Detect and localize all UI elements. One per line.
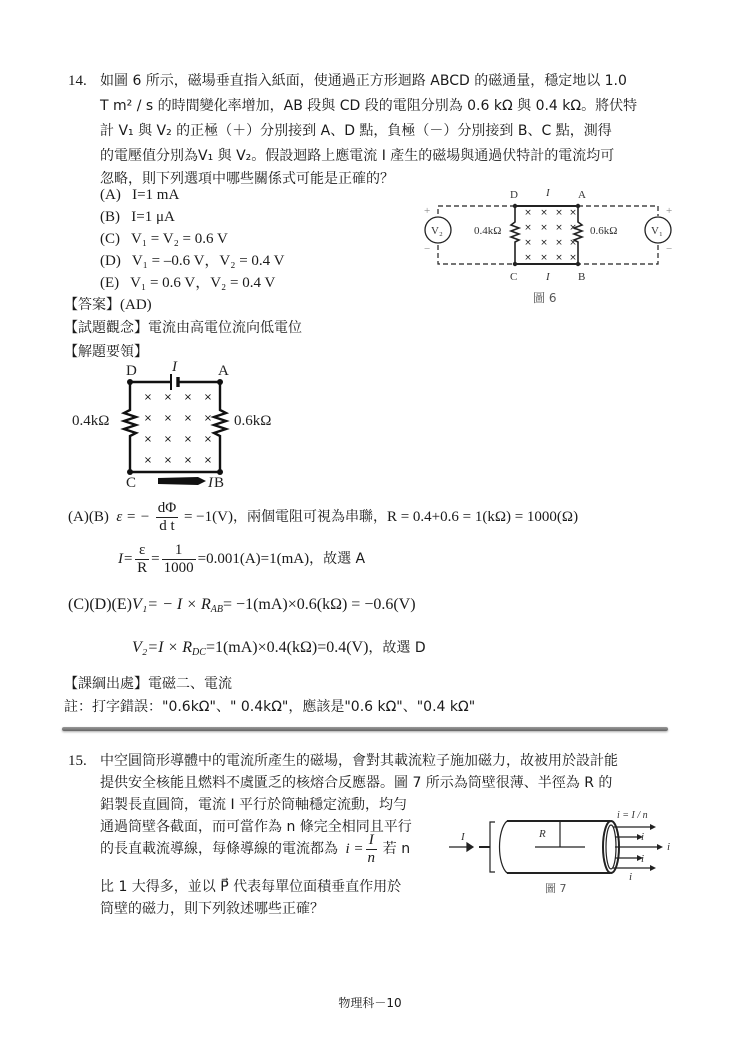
svg-text:×: ×: [183, 413, 193, 424]
svg-text:×: ×: [540, 223, 548, 233]
r-eq: R = 0.4+0.6 = 1(kΩ) = 1000(Ω): [386, 509, 579, 525]
svg-text:×: ×: [569, 208, 577, 218]
syllabus-tag: 【課綱出處】: [64, 676, 148, 692]
page-footer: 物理科－10: [338, 996, 402, 1010]
line5-suffix: 若 n: [382, 841, 411, 857]
answer-row: [64, 294, 152, 316]
option-label: (D): [100, 253, 121, 269]
emf-fraction: [156, 500, 178, 535]
svg-text:×: ×: [540, 238, 548, 248]
fig7-top-label: i = I / n: [617, 810, 648, 821]
fig6-r-left: 0.4kΩ: [474, 225, 502, 237]
option-d: [100, 250, 284, 272]
fig7-i4: i: [629, 871, 633, 883]
solution-ab-prefix: (A)(B): [68, 509, 109, 525]
svg-text:×: ×: [163, 434, 173, 445]
i-eq: =: [151, 551, 160, 567]
i-f2-den: 1000: [163, 560, 194, 577]
figure-6: [418, 182, 678, 307]
svg-text:×: ×: [524, 208, 532, 218]
svg-text:×: ×: [203, 392, 213, 403]
concept-text: 電流由高電位流向低電位: [148, 320, 302, 336]
sol-current-bottom: I: [208, 475, 213, 491]
sol-label-c: C: [126, 475, 137, 491]
fig6-plus-right: +: [666, 205, 673, 217]
fig6-plus-left: +: [424, 205, 431, 217]
figure-7: [445, 800, 680, 895]
fig7-i2: i: [667, 841, 671, 853]
i-f1-num: ε: [135, 542, 149, 560]
fig6-label-d: D: [510, 189, 518, 201]
option-text: V₁ = V₂ = 0.6 V: [130, 231, 228, 247]
fig6-current-bottom: I: [546, 271, 550, 283]
svg-text:×: ×: [569, 253, 577, 263]
svg-text:×: ×: [555, 238, 563, 248]
svg-text:×: ×: [524, 223, 532, 233]
v2-rhs: =1(mA)×0.4(kΩ)=0.4(V): [205, 639, 369, 656]
syllabus-row: [64, 673, 232, 695]
q15-stem-line: 中空圓筒形導體中的電流所產生的磁場，會對其載流粒子施加磁力，故被用於設計能: [100, 753, 618, 769]
option-b: [100, 206, 175, 228]
solution-current: [118, 542, 365, 577]
i-fraction-2: [162, 542, 196, 577]
line5-den: n: [367, 850, 376, 867]
v2-eq: V₂=I × R: [132, 639, 193, 656]
q15-stem-line5: [100, 832, 410, 867]
q15-stem-line: 通過筒壁各截面，而可當作為 n 條完全相同且平行: [100, 819, 412, 835]
cde-prefix: (C)(D)(E): [68, 596, 132, 613]
svg-text:×: ×: [555, 208, 563, 218]
emf-den: d t: [159, 518, 175, 535]
q15-stem-line: 提供安全核能且燃料不虞匱乏的核熔合反應器。圖 7 所示為筒壁很薄、半徑為 R 的: [100, 775, 613, 791]
solution-figure: [68, 360, 298, 492]
svg-text:×: ×: [163, 413, 173, 424]
note-text: 註：打字錯誤："0.6kΩ"、" 0.4kΩ"，應該是"0.6 kΩ"、"0.4 kΩ": [64, 699, 476, 715]
q14-stem-line: 如圖 6 所示，磁場垂直指入紙面，使通過正方形迴路 ABCD 的磁通量，穩定地以 1.0: [100, 73, 627, 89]
svg-text:×: ×: [203, 455, 213, 466]
concept-tag: 【試題觀念】: [64, 320, 148, 336]
svg-text:×: ×: [183, 392, 193, 403]
q15-number: 15.: [68, 753, 87, 769]
answer-value: (AD): [120, 297, 152, 313]
svg-text:×: ×: [569, 238, 577, 248]
fig7-i3: i: [641, 853, 645, 865]
option-label: (E): [100, 275, 120, 291]
option-label: (A): [100, 187, 121, 203]
svg-text:×: ×: [524, 253, 532, 263]
fig6-voltmeter-v1: V₁: [651, 225, 663, 237]
solution-v1: [68, 594, 416, 621]
v2-sub: DC: [192, 647, 206, 658]
line5-prefix: 的長直載流導線，每條導線的電流都為: [100, 841, 338, 857]
section-divider: [62, 727, 668, 731]
fig7-caption: 圖 7: [545, 882, 567, 895]
option-e: [100, 272, 275, 294]
svg-text:×: ×: [143, 434, 153, 445]
fig6-minus-right: −: [666, 243, 673, 255]
fig6-label-c: C: [510, 271, 518, 283]
q14-stem-line: 忽略，則下列選項中哪些關係式可能是正確的？: [100, 171, 394, 187]
option-label: (C): [100, 231, 120, 247]
svg-text:×: ×: [569, 223, 577, 233]
svg-text:×: ×: [163, 455, 173, 466]
svg-text:×: ×: [183, 455, 193, 466]
sol-label-a: A: [218, 363, 229, 379]
syllabus-text: 電磁二、電流: [148, 676, 232, 692]
sol-current-top: I: [172, 360, 177, 375]
q15-stem-line6: 比 1 大得多，並以 P⃗ 代表每單位面積垂直作用於: [100, 879, 402, 895]
sol-label-d: D: [126, 363, 137, 379]
i-f1-den: R: [137, 560, 148, 577]
q14-stem-line: 的電壓值分別為V₁ 與 V₂。假設迴路上應電流 I 產生的磁場與通過伏特計的電流均可: [100, 148, 615, 164]
emf-lhs: ε = −: [116, 509, 150, 525]
sol-r-right: 0.6kΩ: [234, 413, 272, 429]
i-fraction-1: [135, 542, 149, 577]
fig7-radius: R: [539, 828, 546, 840]
svg-text:×: ×: [143, 392, 153, 403]
i-f2-num: 1: [162, 542, 196, 560]
fig6-minus-left: −: [424, 243, 431, 255]
svg-text:×: ×: [203, 413, 213, 424]
q15-stem-line: 鋁製長直圓筒，電流 I 平行於筒軸穩定流動，均勻: [100, 797, 408, 813]
sol-label-b: B: [214, 475, 225, 491]
svg-text:×: ×: [555, 223, 563, 233]
svg-text:×: ×: [555, 253, 563, 263]
option-text: V₁ = –0.6 V，V₂ = 0.4 V: [131, 253, 285, 269]
svg-text:×: ×: [143, 455, 153, 466]
fig7-current-in: I: [461, 831, 465, 843]
current-fraction: [366, 832, 378, 867]
option-text: I=1 mA: [132, 187, 180, 203]
i-rhs: =0.001(A)=1(mA): [197, 551, 310, 567]
fig6-current-top: I: [546, 187, 550, 199]
fig7-i1: i: [641, 831, 645, 843]
svg-text:×: ×: [183, 434, 193, 445]
q14-stem-line: T m² / s 的時間變化率增加，AB 段與 CD 段的電阻分別為 0.6 kΩ 與 0.4 kΩ。將伏特: [100, 98, 638, 114]
answer-tag: 【答案】: [64, 297, 120, 313]
v1-sub: AB: [210, 604, 224, 615]
v1-eq: V₁= − I × R: [131, 596, 211, 613]
fig6-label-b: B: [578, 271, 586, 283]
q14-stem-line: 計 V₁ 與 V₂ 的正極（＋）分別接到 A、D 點，負極（－）分別接到 B、C 點，測得: [100, 123, 612, 139]
option-label: (B): [100, 209, 120, 225]
option-c: [100, 228, 228, 250]
sol-r-left: 0.4kΩ: [72, 413, 110, 429]
svg-text:×: ×: [540, 208, 548, 218]
solution-ab: [68, 500, 578, 535]
svg-text:×: ×: [203, 434, 213, 445]
q15-stem-line7: 筒壁的磁力，則下列敘述哪些正確？: [100, 901, 324, 917]
q14-number: 14.: [68, 73, 87, 89]
solution-tag: 【解題要領】: [64, 344, 148, 360]
solution-v2: [132, 637, 426, 664]
svg-text:×: ×: [163, 392, 173, 403]
v1-rhs: = −1(mA)×0.6(kΩ) = −0.6(V): [223, 596, 416, 613]
svg-text:×: ×: [540, 253, 548, 263]
svg-text:×: ×: [143, 413, 153, 424]
emf-rhs: = −1(V): [183, 509, 233, 525]
fig6-label-a: A: [578, 189, 586, 201]
option-text: V₁ = 0.6 V，V₂ = 0.4 V: [130, 275, 276, 291]
i-lhs: I=: [118, 551, 134, 567]
line5-i: i =: [345, 841, 364, 857]
svg-text:×: ×: [524, 238, 532, 248]
series-text: ，兩個電阻可視為串聯，: [232, 509, 387, 525]
fig6-r-right: 0.6kΩ: [590, 225, 618, 237]
line5-num: I: [366, 832, 378, 850]
option-a: [100, 184, 179, 206]
i-choose: ，故選 A: [309, 551, 366, 567]
emf-num: dΦ: [157, 500, 177, 517]
fig6-voltmeter-v2: V₂: [431, 225, 443, 237]
v2-choose: ，故選 D: [368, 640, 426, 656]
fig6-caption: 圖 6: [533, 291, 557, 305]
concept-row: [64, 317, 302, 339]
option-text: I=1 μA: [131, 209, 175, 225]
